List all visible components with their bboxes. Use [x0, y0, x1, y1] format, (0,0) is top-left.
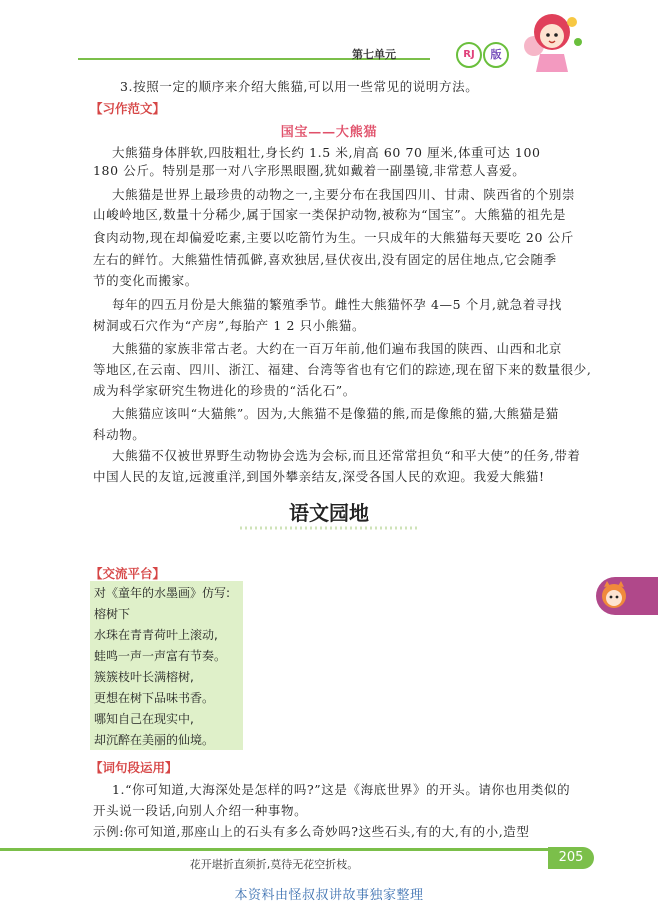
poem-line: 簇簇枝叶长满榕树, [94, 670, 194, 684]
essay-line: 180 公斤。特别是那一对八字形黑眼圈,犹如戴着一副墨镜,非常惹人喜爱。 [93, 163, 526, 178]
essay-line: 成为科学家研究生物进化的珍贵的“活化石”。 [93, 383, 356, 398]
essay-line: 树洞或石穴作为“产房”,每胎产 1 2 只小熊猫。 [93, 318, 366, 333]
essay-line: 节的变化而搬家。 [93, 273, 198, 288]
fox-mascot-icon [596, 577, 658, 615]
essay-line: 大熊猫的家族非常古老。大约在一百万年前,他们遍布我国的陕西、山西和北京 [112, 341, 562, 356]
footer-motto: 花开堪折直须折,莫待无花空折枝。 [189, 858, 359, 871]
rj-badge: RJ [456, 42, 482, 68]
essay-title: 国宝——大熊猫 [280, 125, 378, 140]
page-header [0, 0, 658, 80]
essay-line: 食肉动物,现在却偏爱吃素,主要以吃箭竹为生。一只成年的大熊猫每天要吃 20 公斤 [93, 230, 574, 245]
poem-line: 榕树下 [94, 607, 131, 621]
essay-line: 中国人民的友谊,远渡重洋,到国外攀亲结友,深受各国人民的欢迎。我爱大熊猫! [93, 469, 545, 484]
essay-line: 每年的四五月份是大熊猫的繁殖季节。雌性大熊猫怀孕 4—5 个月,就急着寻找 [112, 297, 563, 312]
dotted-divider [238, 523, 420, 533]
essay-line: 左右的鲜竹。大熊猫性情孤僻,喜欢独居,昼伏夜出,没有固定的居住地点,它会随季 [93, 252, 557, 267]
poem-line: 更想在树下品味书香。 [94, 691, 215, 705]
essay-line: 科动物。 [93, 427, 146, 442]
section-label-words: 【词句段运用】 [90, 760, 178, 775]
poem-line: 哪知自己在现实中, [94, 712, 194, 726]
poem-line: 却沉醉在美丽的仙境。 [94, 733, 215, 747]
side-tab [596, 577, 658, 615]
essay-line: 大熊猫身体胖软,四肢粗壮,身长约 1.5 米,肩高 60 70 厘米,体重可达 100 [112, 145, 541, 160]
method-tip: 3.按照一定的顺序来介绍大熊猫,可以用一些常见的说明方法。 [120, 79, 479, 94]
girl-mascot-icon [512, 2, 592, 76]
essay-line: 大熊猫不仅被世界野生动物协会选为会标,而且还常常担负“和平大使”的任务,带着 [112, 448, 581, 463]
garden-title: 语文园地 [289, 501, 369, 525]
exercise-line: 示例:你可知道,那座山上的石头有多么奇妙吗?这些石头,有的大,有的小,造型 [93, 824, 530, 839]
page-number: 205 [548, 847, 594, 869]
essay-line: 山峻岭地区,数量十分稀少,属于国家一类保护动物,被称为“国宝”。大熊猫的祖先是 [93, 207, 567, 222]
essay-line: 大熊猫应该叫“大猫熊”。因为,大熊猫不是像猫的熊,而是像熊的猫,大熊猫是猫 [112, 406, 559, 421]
essay-line: 等地区,在云南、四川、浙江、福建、台湾等省也有它们的踪迹,现在留下来的数量很少, [93, 362, 592, 377]
essay-line: 大熊猫是世界上最珍贵的动物之一,主要分布在我国四川、甘肃、陕西省的个别崇 [112, 187, 576, 202]
unit-label: 第七单元 [352, 48, 396, 61]
section-label-exchange: 【交流平台】 [90, 566, 166, 581]
section-label-essay: 【习作范文】 [90, 101, 166, 116]
poem-line: 水珠在青青荷叶上滚动, [94, 628, 218, 642]
watermark-text: 本资料由怪叔叔讲故事独家整理 [234, 888, 424, 903]
footer-rule [0, 848, 548, 851]
poem-line: 蛙鸣一声一声富有节奏。 [94, 649, 227, 663]
exercise-line: 开头说一段话,向别人介绍一种事物。 [93, 803, 308, 818]
edition-badge: 版 [483, 42, 509, 68]
exercise-line: 1.“你可知道,大海深处是怎样的吗?”这是《海底世界》的开头。请你也用类似的 [112, 782, 571, 797]
poem-line: 对《童年的水墨画》仿写: [94, 586, 231, 600]
